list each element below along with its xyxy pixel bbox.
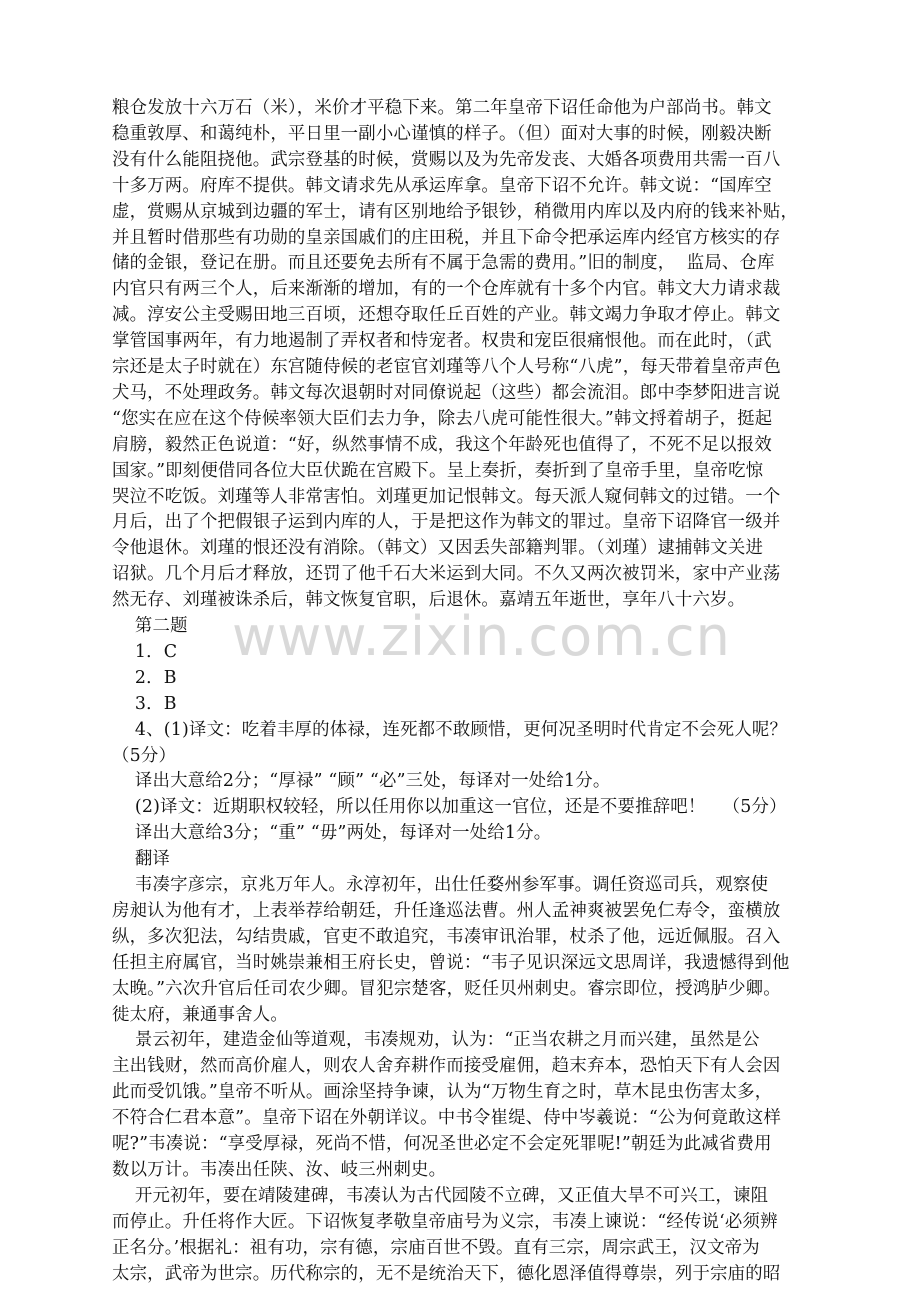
text-line: 哭泣不吃饭。刘瑾等人非常害怕。刘瑾更加记恨韩文。每天派人窥伺韩文的过错。一个 (112, 486, 781, 507)
text-line: 开元初年，要在靖陵建碑，韦凑认为古代园陵不立碑，又正值大旱不可兴工，谏阻 (112, 1185, 769, 1206)
text-line: 稳重敦厚、和蔼纯朴，平日里一副小心谨慎的样子。（但）面对大事的时候，刚毅决断 (112, 123, 772, 144)
text-line: 太宗，武帝为世宗。历代称宗的，无不是统治天下，德化恩泽值得尊崇，列于宗庙的昭 (112, 1263, 781, 1284)
text-line: 并且暂时借那些有功勋的皇亲国戚们的庄田税，并且下命令把承运库内经官方核实的存 (112, 227, 781, 248)
text-line: 翻译 (112, 849, 171, 870)
text-line: 房昶认为他有才，上表举荐给朝廷，升任逢巡法曹。州人孟神爽被罢免仁寿令，蛮横放 (112, 900, 781, 921)
text-line: 储的金银，登记在册。而且还要免去所有不属于急需的费用。”旧的制度， 监局、仓库 (112, 253, 775, 274)
text-line: 第二题 (112, 616, 188, 636)
text-line: 译出大意给2分；“厚禄” “顾” “必”三处，每译对一处给1分。 (112, 771, 611, 792)
text-line: 肩膀，毅然正色说道：“好，纵然事情不成，我这个年龄死也值得了，不死不足以报效 (112, 434, 772, 455)
text-line: 粮仓发放十六万石（米），米价才平稳下来。第二年皇帝下诏任命他为户部尚书。韩文 (112, 98, 772, 118)
text-line: 不符合仁君本意”。皇帝下诏在外朝详议。中书令崔缇、侍中岑羲说：“公为何竟敢这样 (112, 1108, 782, 1129)
text-line: 然无存、刘瑾被诛杀后，韩文恢复官职，后退休。嘉靖五年逝世，享年八十六岁。 (112, 590, 746, 611)
text-line: 主出钱财，然而高价雇人，则农人舍弃耕作而接受雇佣，趋末弃本，恐怕天下有人会因 (112, 1056, 781, 1077)
text-line: 数以万计。韦凑出任陕、汝、岐三州刺史。 (112, 1159, 447, 1180)
text-line: 1．C (112, 641, 178, 662)
text-line: (2)译文：近期职权较轻，所以任用你以加重这一官位，还是不要推辞吧！ （5分） (112, 797, 787, 818)
text-line: 徙太府，兼通事舍人。 (112, 1004, 288, 1025)
text-line: “您实在应在这个侍候率领大臣们去力争，除去八虎可能性很大。”韩文捋着胡子，挺起 (112, 408, 773, 429)
text-line: 2．B (112, 667, 177, 688)
text-line: 掌管国事两年，有力地遏制了弄权者和恃宠者。权贵和宠臣很痛恨他。而在此时，（武 (112, 331, 772, 352)
text-line: 3．B (112, 693, 177, 714)
text-line: 减。淳安公主受赐田地三百顷，还想夺取任丘百姓的产业。韩文竭力争取才停止。韩文 (112, 305, 781, 326)
text-line: 纵，多次犯法，勾结贵戚，官吏不敢追究，韦凑审讯治罪，杖杀了他，远近佩服。召入 (112, 926, 781, 947)
text-line: 国家。”即刻便借同各位大臣伏跪在宫殿下。呈上奏折，奏折到了皇帝手里，皇帝吃惊 (112, 460, 764, 481)
text-line: 内官只有两三个人，后来渐渐的增加，有的一个仓库就有十多个内官。韩文大力请求裁 (112, 279, 781, 300)
text-line: 宗还是太子时就在）东宫随侍候的老宦官刘瑾等八个人号称“八虎”，每天带着皇帝声色 (112, 357, 782, 377)
text-line: 太晚。”六次升官后任司农少卿。冒犯宗楚客，贬任贝州刺史。睿宗即位，授鸿胪少卿。 (112, 978, 781, 999)
text-line: 令他退休。刘瑾的恨还没有消除。（韩文）又因丢失部籍判罪。（刘瑾）逮捕韩文关进 (112, 538, 764, 559)
text-line: （5分） (112, 745, 177, 766)
text-line: 任担主府属官，当时姚崇兼相王府长史，曾说：“韦子见识深远文思周详，我遗憾得到他 (112, 952, 790, 973)
text-line: 十多万两。府库不提供。韩文请求先从承运库拿。皇帝下诏不允许。韩文说：“国库空 (112, 175, 772, 196)
watermark-text: www.zixin.com.cn (232, 605, 731, 668)
text-line: 诏狱。几个月后才释放，还罚了他千石大米运到大同。不久又两次被罚米，家中产业荡 (112, 564, 781, 585)
text-line: 虚，赏赐从京城到边疆的军士，请有区别地给予银钞，稍微用内库以及内府的钱来补贴， (112, 201, 799, 222)
text-line: 而停止。升任将作大匠。下诏恢复孝敬皇帝庙号为义宗，韦凑上谏说：“经传说‘必须辨 (112, 1211, 778, 1232)
text-line: 译出大意给3分；“重” “毋”两处，每译对一处给1分。 (112, 823, 552, 844)
text-line: 此而受饥饿。”皇帝不听从。画涂坚持争谏，认为“万物生育之时，草木昆虫伤害太多， (112, 1082, 773, 1103)
text-line: 犬马，不处理政务。韩文每次退朝时对同僚说起（这些）都会流泪。郎中李梦阳进言说 (112, 382, 781, 403)
text-line: 没有什么能阻挠他。武宗登基的时候，赏赐以及为先帝发丧、大婚各项费用共需一百八 (112, 149, 781, 170)
text-line: 韦凑字彦宗，京兆万年人。永淳初年，出仕任婺州参军事。调任资巡司兵，观察使 (112, 875, 769, 895)
text-line: 4、(1)译文：吃着丰厚的体禄，连死都不敢顾惜，更何况圣明时代肯定不会死人呢？ (112, 719, 788, 740)
text-line: 景云初年，建造金仙等道观，韦凑规劝，认为：“正当农耕之月而兴建，虽然是公 (112, 1030, 760, 1051)
text-line: 呢?”韦凑说：“享受厚禄，死尚不惜，何况圣世必定不会定死罪呢!”朝廷为此减省费用 (112, 1134, 772, 1154)
text-line: 正名分。’根据礼：祖有功，宗有德，宗庙百世不毁。直有三宗，周宗武王，汉文帝为 (112, 1237, 760, 1258)
text-line: 月后，出了个把假银子运到内库的人，于是把这作为韩文的罪过。皇帝下诏降官一级并 (112, 512, 781, 533)
